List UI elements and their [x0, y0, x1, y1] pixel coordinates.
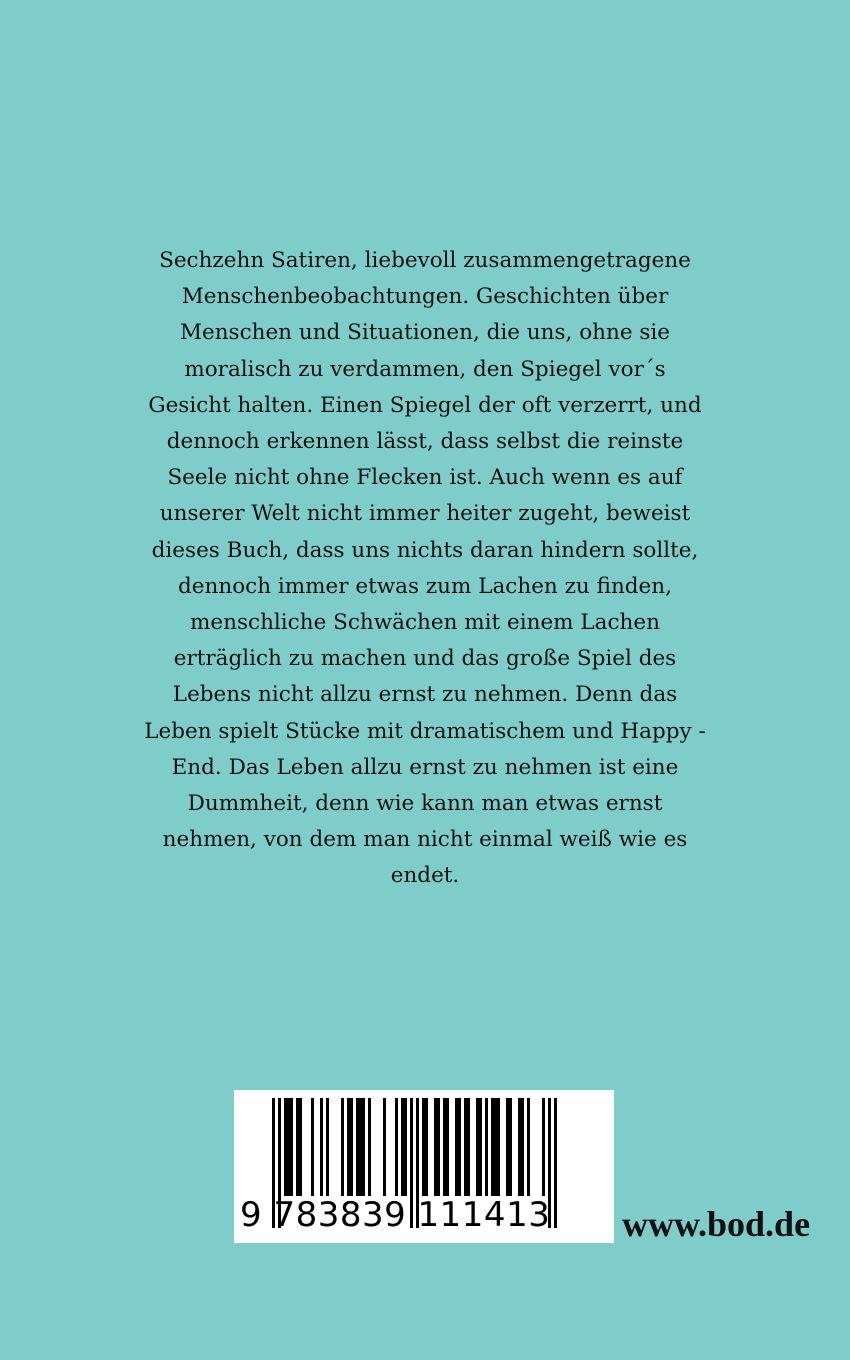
- barcode-bar: [401, 1098, 404, 1196]
- isbn-number: 9 783839 111413: [240, 1195, 551, 1235]
- barcode-bar: [464, 1098, 467, 1196]
- barcode-bar: [356, 1098, 359, 1196]
- blurb-line: Sechzehn Satiren, liebevoll zusammengetragene: [159, 248, 691, 273]
- barcode-bar: [311, 1098, 314, 1196]
- barcode-bar: [509, 1098, 512, 1196]
- blurb-line: End. Das Leben allzu ernst zu nehmen ist eine: [171, 754, 679, 780]
- blurb-line: Menschen und Situationen, die uns, ohne sie: [179, 320, 671, 346]
- barcode-bar: [518, 1098, 521, 1196]
- barcode-bar: [296, 1098, 299, 1196]
- barcode-bar: [491, 1098, 494, 1196]
- blurb-line: endet.: [390, 863, 460, 889]
- barcode-bar: [395, 1098, 398, 1196]
- barcode-bar: [437, 1098, 440, 1196]
- barcode-bar: [476, 1098, 479, 1196]
- barcode-bar: [320, 1098, 323, 1196]
- blurb-line: Lebens nicht allzu ernst zu nehmen. Denn das: [172, 682, 678, 708]
- blurb-line: Menschenbeobachtungen. Geschichten über: [181, 284, 669, 310]
- blurb-line: moralisch zu verdammen, den Spiegel vor´s: [184, 356, 666, 382]
- barcode-bar: [479, 1098, 482, 1196]
- barcode-bar: [290, 1098, 293, 1196]
- barcode-bar: [467, 1098, 470, 1196]
- blurb-line: erträglich zu machen und das große Spiel des: [173, 646, 677, 672]
- barcode-bar: [404, 1098, 407, 1196]
- blurb-line: unserer Welt nicht immer heiter zugeht, beweist: [159, 501, 691, 527]
- barcode-bar: [341, 1098, 344, 1196]
- barcode-bar: [458, 1098, 461, 1196]
- barcode-bar: [287, 1098, 290, 1196]
- blurb-line: Dummheit, denn wie kann man etwas ernst: [187, 791, 663, 817]
- barcode-bar: [422, 1098, 425, 1196]
- barcode-bar: [326, 1098, 329, 1196]
- barcode-bar: [485, 1098, 488, 1196]
- barcode-bar: [506, 1098, 509, 1196]
- barcode-bar: [521, 1098, 524, 1196]
- blurb-line: dennoch erkennen lässt, dass selbst die reinste: [166, 429, 684, 455]
- barcode-bar: [446, 1098, 449, 1196]
- blurb-line: Leben spielt Stücke mit dramatischem und Happy -: [144, 718, 706, 744]
- blurb-text: [110, 243, 740, 895]
- barcode-bar: [434, 1098, 437, 1196]
- barcode-bar: [497, 1098, 500, 1196]
- barcode-bar: [455, 1098, 458, 1196]
- blurb-line: dennoch immer etwas zum Lachen zu finden,: [178, 573, 672, 599]
- barcode-bar: [494, 1098, 497, 1196]
- blurb-line: Gesicht halten. Einen Spiegel der oft verzerrt, und: [148, 392, 702, 418]
- barcode-bar: [359, 1098, 362, 1196]
- barcode-bar: [284, 1098, 287, 1196]
- barcode-bar: [425, 1098, 428, 1196]
- blurb-line: dieses Buch, dass uns nichts daran hindern sollte,: [151, 537, 699, 563]
- barcode-bar: [347, 1098, 350, 1196]
- barcode-bar: [542, 1098, 545, 1196]
- isbn-barcode: [234, 1090, 614, 1243]
- blurb-line: menschliche Schwächen mit einem Lachen: [190, 610, 660, 636]
- barcode-bar: [362, 1098, 365, 1196]
- barcode-bar: [350, 1098, 353, 1196]
- publisher-url: www.bod.de: [622, 1204, 811, 1244]
- blurb-line: Seele nicht ohne Flecken ist. Auch wenn es auf: [167, 465, 683, 491]
- barcode-bar: [527, 1098, 530, 1196]
- barcode-bar: [368, 1098, 371, 1196]
- barcode-bar: [443, 1098, 446, 1196]
- barcode-bar: [383, 1098, 386, 1196]
- blurb-line: nehmen, von dem man nicht einmal weiß wie es: [162, 827, 688, 853]
- barcode-bar: [299, 1098, 302, 1196]
